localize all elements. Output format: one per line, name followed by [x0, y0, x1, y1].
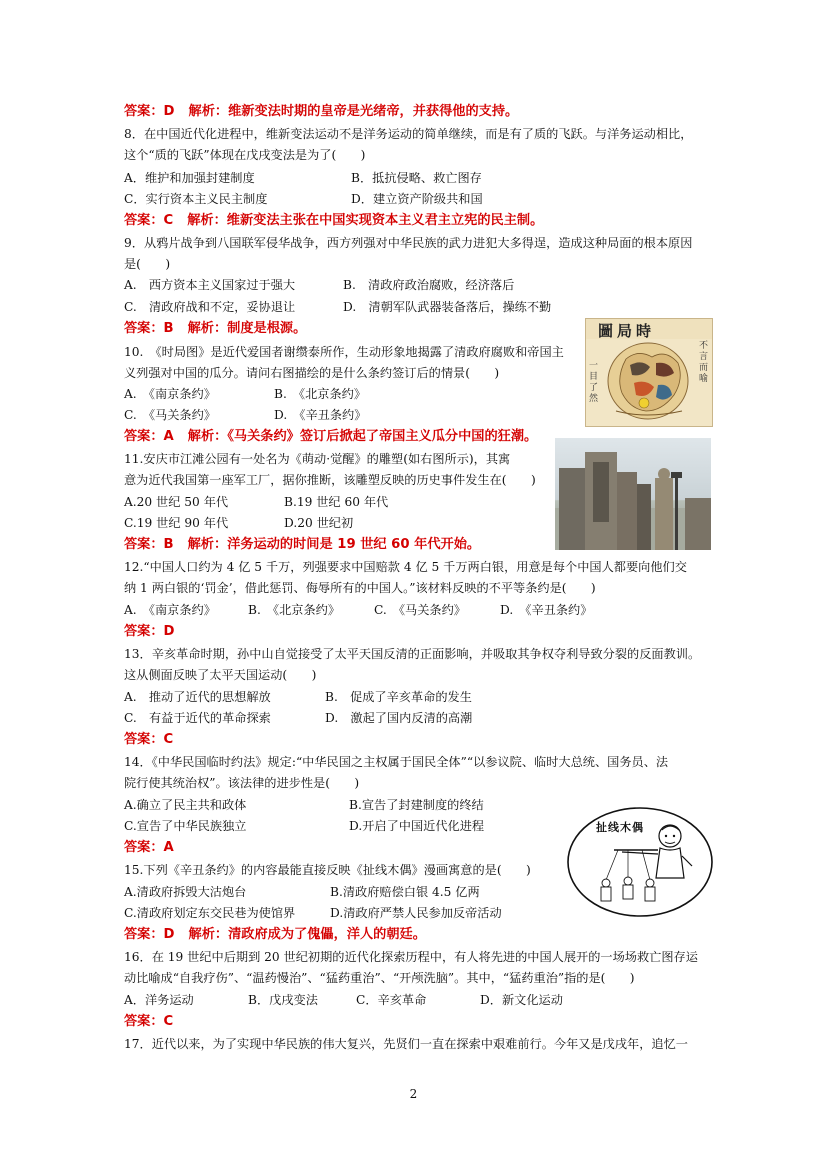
question-8-line-1: 8．在中国近代化进程中，维新变法运动不是洋务运动的简单继续，而是有了质的飞跃。与洋务运动相比， — [124, 127, 693, 141]
question-9-line-1: 9．从鸦片战争到八国联军侵华战争，西方列强对中华民族的武力进犯大多得逞，造成这种局面的根本原因 — [124, 236, 693, 250]
question-16-option-a: A．洋务运动 — [124, 993, 194, 1007]
question-13-option-a: A. 推动了近代的思想解放 — [124, 690, 271, 704]
question-13-option-c: C. 有益于近代的革命探索 — [124, 711, 271, 725]
sculpture-photo-drawing — [555, 438, 711, 550]
question-16-option-b: B．戊戌变法 — [248, 993, 318, 1007]
question-10-option-a: A. 《南京条约》 — [124, 387, 216, 401]
question-11-line-2: 意为近代我国第一座军工厂，据你推断，该雕塑反映的历史事件发生在( ) — [124, 473, 536, 487]
question-12-option-c: C. 《马关条约》 — [374, 603, 466, 617]
question-8-option-c: C．实行资本主义民主制度 — [124, 192, 268, 206]
answer-15: 答案：D 解析：清政府成为了傀儡，洋人的朝廷。 — [124, 927, 426, 942]
question-14-option-d: D.开启了中国近代化进程 — [349, 819, 485, 833]
question-16-line-2: 动比喻成“自我疗伤”、“温药慢治”、“猛药重治”、“开颅洗脑”。其中，“猛药重治”指的是( ) — [124, 971, 635, 985]
question-10-option-d: D. 《辛丑条约》 — [274, 408, 367, 422]
question-8-line-2: 这个“质的飞跃”体现在戊戌变法是为了( ) — [124, 148, 366, 162]
question-16-option-c: C．辛亥革命 — [356, 993, 427, 1007]
question-9-option-b: B. 清政府政治腐败，经济落后 — [343, 278, 515, 292]
question-15-option-a: A.清政府拆毁大沽炮台 — [124, 885, 247, 899]
question-16-line-1: 16．在 19 世纪中后期到 20 世纪初期的近代化探索历程中，有人将先进的中国人展开的一场场救亡图存运 — [124, 950, 698, 964]
question-12-option-d: D. 《辛丑条约》 — [500, 603, 593, 617]
question-12-option-a: A. 《南京条约》 — [124, 603, 216, 617]
question-8-option-b: B．抵抗侵略、救亡图存 — [351, 171, 482, 185]
question-15-line-1: 15.下列《辛丑条约》的内容最能直接反映《扯线木偶》漫画寓意的是( ) — [124, 863, 531, 877]
answer-11: 答案：B 解析：洋务运动的时间是 19 世纪 60 年代开始。 — [124, 537, 481, 552]
shiju-tu-cartoon-image — [585, 318, 713, 427]
shiju-tu-title: 圖局時 — [598, 322, 656, 340]
question-13-line-1: 13．辛亥革命时期，孙中山自觉接受了太平天国反清的正面影响，并吸取其争权夺利导致分裂的反面教训。 — [124, 647, 701, 661]
puppet-cartoon-title: 扯线木偶 — [596, 821, 644, 834]
question-12-line-2: 纳 1 两白银的‘罚金’，借此惩罚、侮辱所有的中国人。”该材料反映的不平等条约是( ) — [124, 581, 596, 595]
answer-12: 答案：D — [124, 624, 175, 639]
page-number: 2 — [409, 1087, 418, 1101]
sculpture-photo-image — [555, 438, 711, 550]
answer-16: 答案：C — [124, 1014, 174, 1029]
question-11-option-b: B.19 世纪 60 年代 — [284, 495, 389, 509]
question-11-option-c: C.19 世纪 90 年代 — [124, 516, 229, 530]
question-12-option-b: B. 《北京条约》 — [248, 603, 341, 617]
answer-13: 答案：C — [124, 732, 174, 747]
answer-10: 答案：A 解析：《马关条约》签订后掀起了帝国主义瓜分中国的狂潮。 — [124, 429, 538, 444]
question-13-line-2: 这从侧面反映了太平天国运动( ) — [124, 668, 317, 682]
question-14-option-b: B.宣告了封建制度的终结 — [349, 798, 484, 812]
answer-14: 答案：A — [124, 840, 174, 855]
question-15-option-b: B.清政府赔偿白银 4.5 亿两 — [330, 885, 480, 899]
question-10-option-c: C. 《马关条约》 — [124, 408, 216, 422]
question-11-option-d: D.20 世纪初 — [284, 516, 354, 530]
question-13-option-d: D. 激起了国内反清的高潮 — [325, 711, 473, 725]
puppet-cartoon-image — [566, 806, 714, 918]
question-13-option-b: B. 促成了辛亥革命的发生 — [325, 690, 472, 704]
question-11-option-a: A.20 世纪 50 年代 — [124, 495, 229, 509]
question-10-line-1: 10. 《时局图》是近代爱国者谢缵泰所作，生动形象地揭露了清政府腐败和帝国主 — [124, 345, 564, 359]
question-14-line-1: 14．《中华民国临时约法》规定:“中华民国之主权属于国民全体”“以参议院、临时大总统、国务员、法 — [124, 755, 669, 769]
question-8-option-d: D．建立资产阶级共和国 — [351, 192, 483, 206]
question-15-option-c: C.清政府划定东交民巷为使馆界 — [124, 906, 296, 920]
question-11-line-1: 11.安庆市江滩公园有一处名为《萌动·觉醒》的雕塑(如右图所示)，其寓 — [124, 452, 511, 466]
question-9-option-a: A. 西方资本主义国家过于强大 — [124, 278, 296, 292]
question-9-option-c: C. 清政府战和不定，妥协退让 — [124, 300, 296, 314]
question-9-line-2: 是( ) — [124, 257, 171, 271]
shiju-tu-side-right: 不言而喻 — [699, 341, 709, 384]
question-16-option-d: D．新文化运动 — [480, 993, 563, 1007]
question-10-option-b: B. 《北京条约》 — [274, 387, 367, 401]
answer-7: 答案：D 解析：维新变法时期的皇帝是光绪帝，并获得他的支持。 — [124, 104, 519, 119]
answer-8: 答案：C 解析：维新变法主张在中国实现资本主义君主立宪的民主制。 — [124, 213, 544, 228]
question-17-line-1: 17．近代以来，为了实现中华民族的伟大复兴，先贤们一直在探索中艰难前行。今年又是戊戌年，追忆一 — [124, 1037, 688, 1051]
question-9-option-d: D. 清朝军队武器装备落后，操练不勤 — [343, 300, 552, 314]
answer-9: 答案：B 解析：制度是根源。 — [124, 321, 307, 336]
question-14-option-c: C.宣告了中华民族独立 — [124, 819, 247, 833]
question-12-line-1: 12.“中国人口约为 4 亿 5 千万，列强要求中国赔款 4 亿 5 千万两白银，用意是每个中国人都要向他们交 — [124, 560, 687, 574]
question-8-option-a: A．维护和加强封建制度 — [124, 171, 255, 185]
shiju-tu-side-left: 一目了然 — [589, 361, 599, 404]
question-14-option-a: A.确立了民主共和政体 — [124, 798, 247, 812]
question-10-line-2: 义列强对中国的瓜分。请问右图描绘的是什么条约签订后的情景( ) — [124, 366, 500, 380]
question-14-line-2: 院行使其统治权”。该法律的进步性是( ) — [124, 776, 360, 790]
question-15-option-d: D.清政府严禁人民参加反帝活动 — [330, 906, 502, 920]
